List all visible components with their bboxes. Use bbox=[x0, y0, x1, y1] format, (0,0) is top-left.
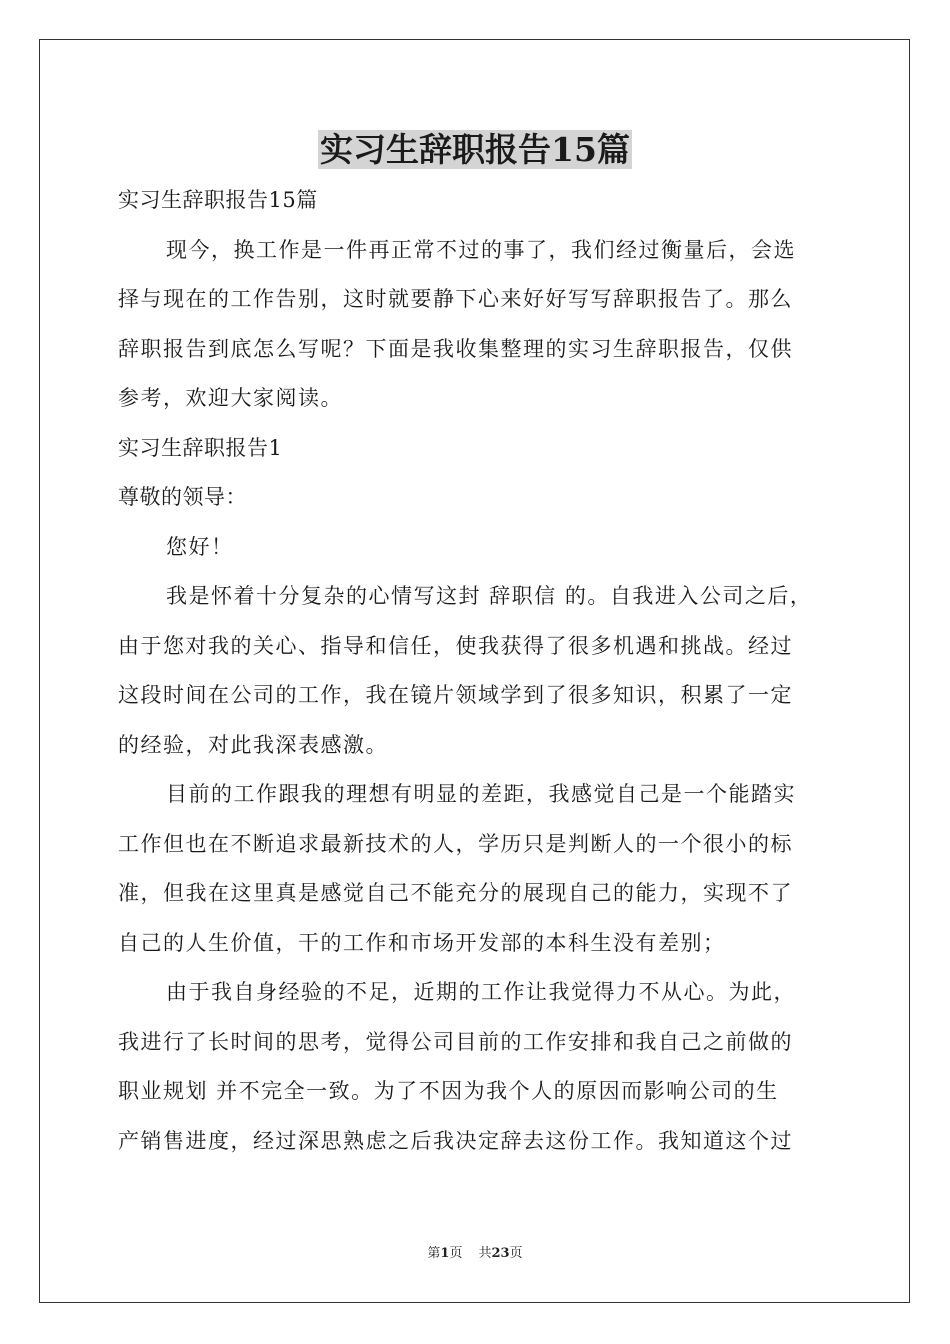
paragraph-line: 准，但我在这里真是感觉自己不能充分的展现自己的能力，实现不了 bbox=[118, 881, 793, 905]
total-prefix: 共 bbox=[478, 1246, 492, 1261]
paragraph-line: 这段时间在公司的工作，我在镜片领域学到了很多知识，积累了一定 bbox=[118, 683, 793, 707]
page-footer bbox=[0, 1245, 950, 1263]
paragraph-line: 产销售进度，经过深思熟虑之后我决定辞去这份工作。我知道这个过 bbox=[118, 1128, 793, 1153]
greeting-line: 您好！ bbox=[166, 534, 234, 559]
page-prefix: 第 bbox=[427, 1246, 441, 1261]
salutation-line: 尊敬的领导： bbox=[118, 485, 247, 509]
page-suffix: 页 bbox=[449, 1246, 463, 1261]
paragraph-line: 目前的工作跟我的理想有明显的差距，我感觉自己是一个能踏实 bbox=[166, 782, 796, 806]
paragraph-line: 我是怀着十分复杂的心情写这封 辞职信 的。自我进入公司之后， bbox=[166, 584, 813, 608]
current-page-number: 1 bbox=[440, 1246, 450, 1261]
subtitle-line: 实习生辞职报告15篇 bbox=[118, 188, 318, 212]
total-suffix: 页 bbox=[509, 1246, 523, 1261]
paragraph-line: 参考，欢迎大家阅读。 bbox=[118, 386, 343, 410]
paragraph-line: 由于我自身经验的不足，近期的工作让我觉得力不从心。为此， bbox=[166, 980, 796, 1004]
paragraph-line: 择与现在的工作告别，这时就要静下心来好好写写辞职报告了。那么 bbox=[118, 287, 793, 311]
document-body bbox=[118, 176, 834, 1166]
paragraph-line: 由于您对我的关心、指导和信任，使我获得了很多机遇和挑战。经过 bbox=[118, 633, 793, 658]
paragraph-line: 我进行了长时间的思考，觉得公司目前的工作安排和我自己之前做的 bbox=[118, 1029, 793, 1054]
paragraph-line: 现今，换工作是一件再正常不过的事了，我们经过衡量后，会选 bbox=[166, 237, 796, 262]
section-heading: 实习生辞职报告1 bbox=[118, 435, 283, 460]
total-page-count: 23 bbox=[491, 1246, 510, 1261]
paragraph-line: 的经验，对此我深表感激。 bbox=[118, 732, 388, 757]
paragraph-line: 职业规划 并不完全一致。为了不因为我个人的原因而影响公司的生 bbox=[118, 1079, 779, 1103]
paragraph-line: 自己的人生价值，干的工作和市场开发部的本科生没有差别； bbox=[118, 930, 726, 955]
paragraph-line: 工作但也在不断追求最新技术的人，学历只是判断人的一个很小的标 bbox=[118, 831, 793, 856]
document-title bbox=[0, 128, 950, 172]
paragraph-line: 辞职报告到底怎么写呢？下面是我收集整理的实习生辞职报告，仅供 bbox=[118, 336, 793, 361]
document-title-text: 实习生辞职报告15篇 bbox=[320, 130, 630, 169]
